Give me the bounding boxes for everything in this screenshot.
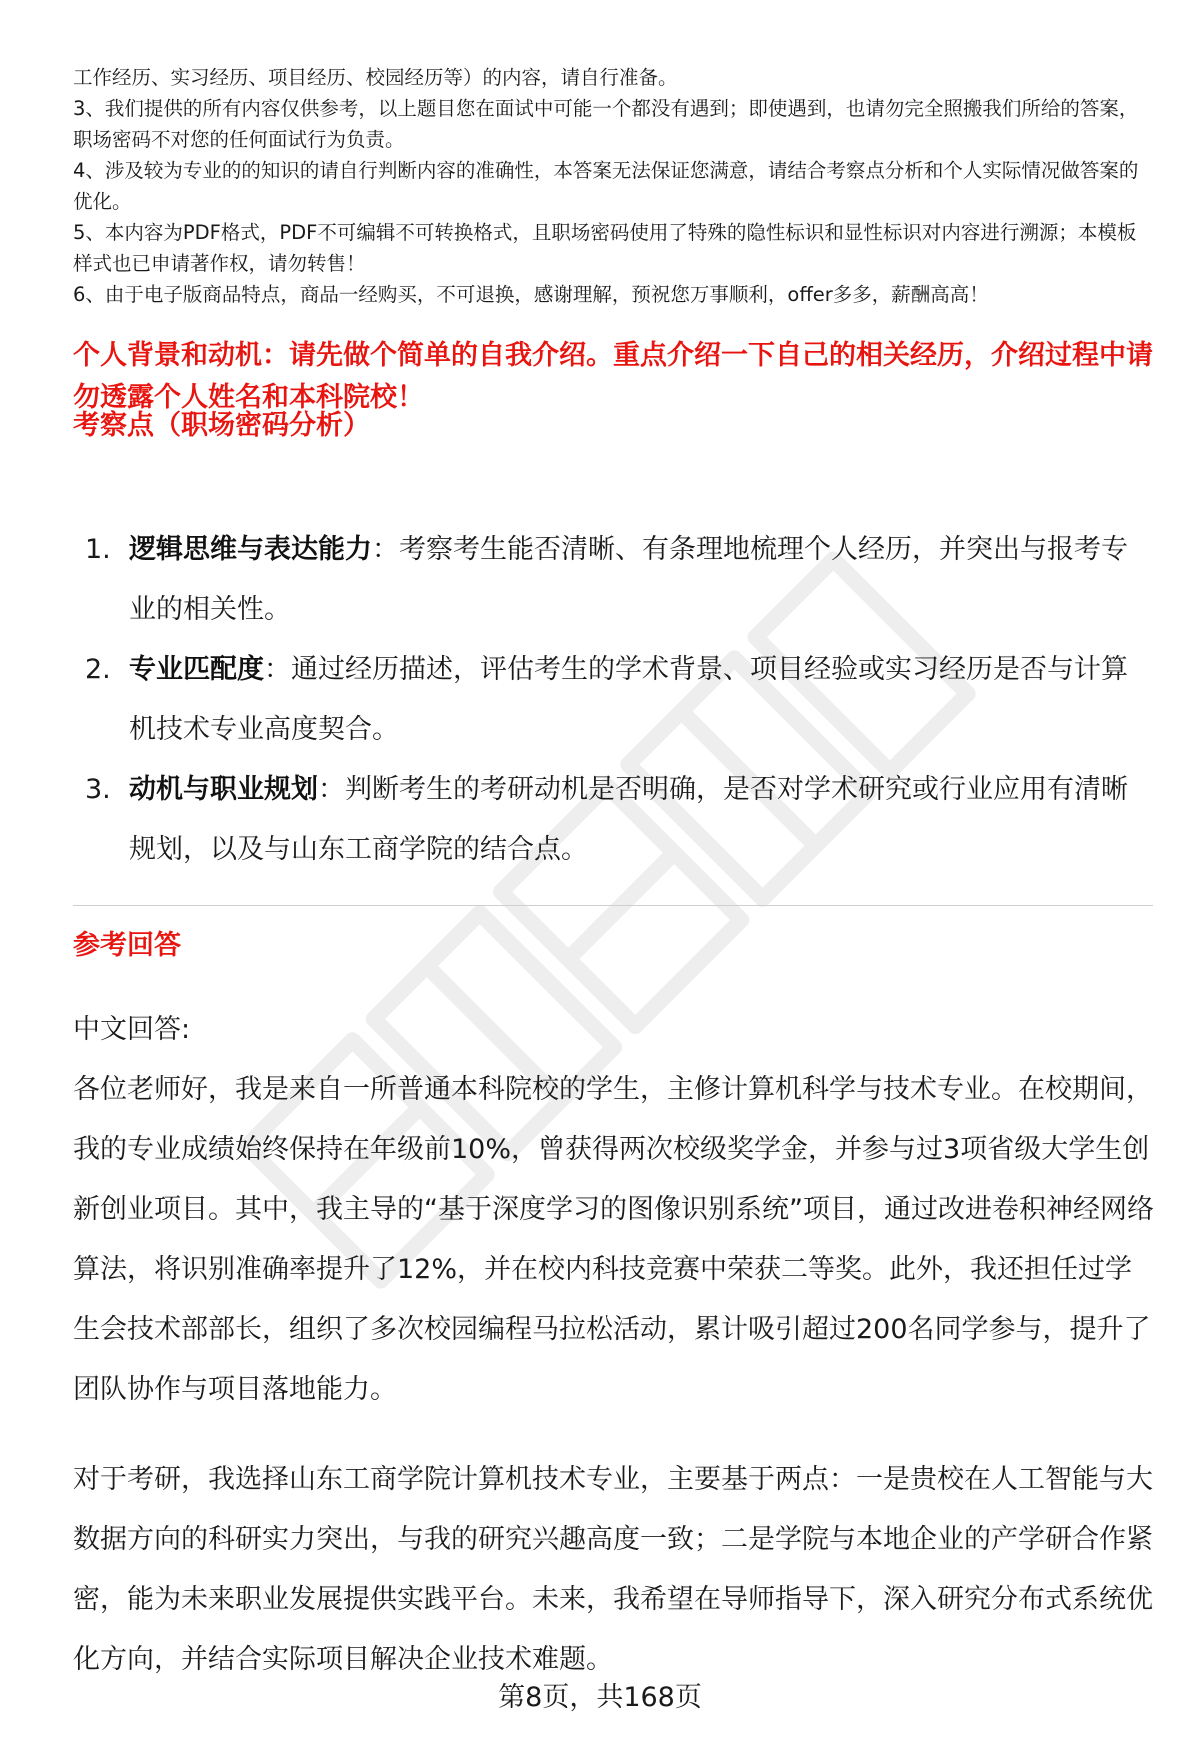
- question-title: 个人背景和动机：请先做个简单的自我介绍。重点介绍一下自己的相关经历，介绍过程中请勿透露个人姓名和本科院校！: [73, 340, 1153, 413]
- section-divider: [73, 905, 1153, 906]
- point-number: 3.: [85, 774, 111, 805]
- point-title: 逻辑思维与表达能力: [129, 534, 372, 565]
- analysis-point: [73, 760, 1153, 880]
- analysis-point: [73, 520, 1153, 640]
- point-number: 1.: [85, 534, 111, 565]
- answer-heading: 参考回答: [73, 930, 181, 961]
- answer-label: 中文回答:: [73, 1014, 191, 1045]
- point-text: ：通过经历描述，评估考生的学术背景、项目经验或实习经历是否与计算机技术专业高度契合。: [129, 654, 1128, 745]
- answer-body: [73, 1000, 1158, 1690]
- analysis-point: [73, 640, 1153, 760]
- point-title: 专业匹配度: [129, 654, 264, 685]
- point-text: ：考察考生能否清晰、有条理地梳理个人经历，并突出与报考专业的相关性。: [129, 534, 1128, 625]
- note-line: 4、涉及较为专业的的知识的请自行判断内容的准确性，本答案无法保证您满意，请结合考察点分析和个人实际情况做答案的优化。: [73, 159, 1139, 213]
- analysis-points-list: [73, 520, 1153, 880]
- note-line: 6、由于电子版商品特点，商品一经购买，不可退换，感谢理解，预祝您万事顺利，offer多多，薪酬高高！: [73, 283, 989, 306]
- note-line: 3、我们提供的所有内容仅供参考，以上题目您在面试中可能一个都没有遇到；即使遇到，也请勿完全照搬我们所给的答案，职场密码不对您的任何面试行为负责。: [73, 97, 1139, 151]
- answer-paragraph: 对于考研，我选择山东工商学院计算机技术专业，主要基于两点：一是贵校在人工智能与大数据方向的科研实力突出，与我的研究兴趣高度一致；二是学院与本地企业的产学研合作紧密，能为未来职业发展提供实践平台。未来，我希望在导师指导下，深入研究分布式系统优化方向，并结合实际项目解决企业技术难题。: [73, 1464, 1153, 1675]
- notes-block: [73, 62, 1153, 310]
- analysis-heading: 考察点（职场密码分析）: [73, 410, 370, 441]
- point-title: 动机与职业规划: [129, 774, 318, 805]
- note-line: 工作经历、实习经历、项目经历、校园经历等）的内容，请自行准备。: [73, 66, 678, 89]
- point-number: 2.: [85, 654, 111, 685]
- point-text: ：判断考生的考研动机是否明确，是否对学术研究或行业应用有清晰规划，以及与山东工商学院的结合点。: [129, 774, 1128, 865]
- page-number: 第8页，共168页: [498, 1682, 702, 1713]
- answer-paragraph: 各位老师好，我是来自一所普通本科院校的学生，主修计算机科学与技术专业。在校期间，我的专业成绩始终保持在年级前10%，曾获得两次校级奖学金，并参与过3项省级大学生创新创业项目。其中，我主导的“基于深度学习的图像识别系统”项目，通过改进卷积神经网络算法，将识别准确率提升了12%，并在校内科技竞赛中荣获二等奖。此外，我还担任过学生会技术部部长，组织了多次校园编程马拉松活动，累计吸引超过200名同学参与，提升了团队协作与项目落地能力。: [73, 1074, 1154, 1405]
- note-line: 5、本内容为PDF格式，PDF不可编辑不可转换格式，且职场密码使用了特殊的隐性标识和显性标识对内容进行溯源；本模板样式也已申请著作权，请勿转售！: [73, 221, 1137, 275]
